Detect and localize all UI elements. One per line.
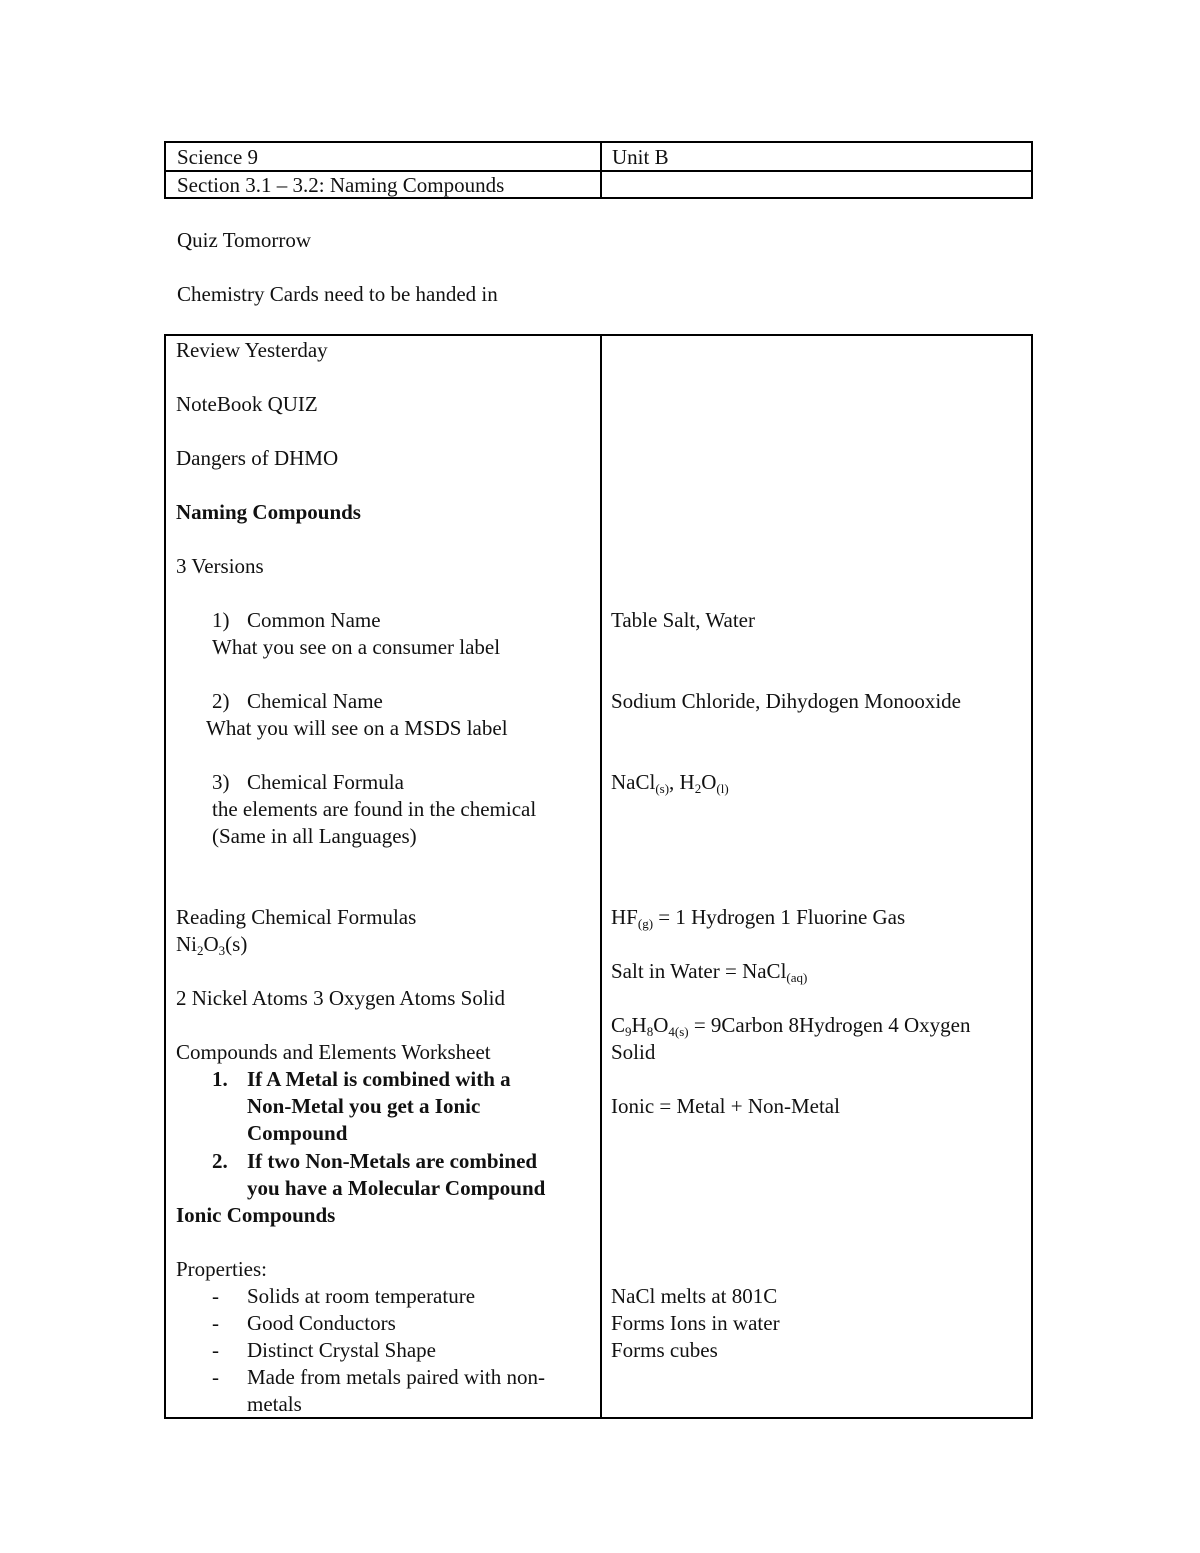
property-1: Solids at room temperature bbox=[247, 1284, 476, 1308]
naming-heading: Naming Compounds bbox=[176, 500, 361, 524]
property-3: Distinct Crystal Shape bbox=[247, 1338, 436, 1362]
common-name-example: Table Salt, Water bbox=[611, 608, 755, 632]
formula-part: C bbox=[611, 1013, 626, 1037]
rule-1-line-1: If A Metal is combined with a bbox=[247, 1067, 511, 1091]
nacl-melting: NaCl melts at 801C bbox=[611, 1284, 778, 1308]
bullet-dash: - bbox=[212, 1284, 219, 1308]
formula-part: Salt in Water = NaCl bbox=[611, 959, 787, 983]
version-3-title: Chemical Formula bbox=[247, 770, 404, 794]
formula-part: O bbox=[653, 1013, 669, 1037]
versions-line: 3 Versions bbox=[176, 554, 264, 578]
property-4-line-2: metals bbox=[247, 1392, 302, 1416]
version-2-desc: What you will see on a MSDS label bbox=[206, 716, 508, 740]
formula-part: Ni bbox=[176, 932, 197, 956]
rule-2-line-1: If two Non-Metals are combined bbox=[247, 1149, 538, 1173]
nickel-explanation: 2 Nickel Atoms 3 Oxygen Atoms Solid bbox=[176, 986, 506, 1010]
formula-subscript: 2 bbox=[197, 943, 204, 958]
note-cards: Chemistry Cards need to be handed in bbox=[177, 282, 498, 306]
bullet-dash: - bbox=[212, 1365, 219, 1389]
notebook-line: NoteBook QUIZ bbox=[176, 392, 318, 416]
version-2-title: Chemical Name bbox=[247, 689, 383, 713]
formula-subscript: 2 bbox=[694, 781, 702, 796]
version-1-desc: What you see on a consumer label bbox=[212, 635, 501, 659]
version-1-number: 1) bbox=[212, 608, 230, 632]
formula-part: O bbox=[701, 770, 717, 794]
worksheet-line: Compounds and Elements Worksheet bbox=[176, 1040, 491, 1064]
rule-1-line-2: Non-Metal you get a Ionic bbox=[247, 1094, 481, 1118]
rule-2-number: 2. bbox=[212, 1149, 228, 1173]
formula-subscript: 9 bbox=[625, 1024, 632, 1039]
formula-part: = 9Carbon 8Hydrogen 4 Oxygen bbox=[688, 1013, 971, 1037]
properties-label: Properties: bbox=[176, 1257, 267, 1281]
reading-formulas: Reading Chemical Formulas bbox=[176, 905, 417, 929]
formula-subscript: 3 bbox=[218, 943, 226, 958]
bullet-dash: - bbox=[212, 1338, 219, 1362]
salt-water-example bbox=[611, 958, 807, 985]
bullet-dash: - bbox=[212, 1311, 219, 1335]
version-1-title: Common Name bbox=[247, 608, 381, 632]
formula-part: HF bbox=[611, 905, 638, 929]
formula-subscript: (aq) bbox=[786, 970, 808, 985]
formula-part: = 1 Hydrogen 1 Fluorine Gas bbox=[653, 905, 906, 929]
chemical-name-example: Sodium Chloride, Dihydogen Monooxide bbox=[611, 689, 961, 713]
course-cell: Science 9 bbox=[177, 145, 259, 169]
table-divider bbox=[600, 336, 602, 1417]
rule-1-number: 1. bbox=[212, 1067, 228, 1091]
version-3-number: 3) bbox=[212, 770, 230, 794]
formula-part: O bbox=[203, 932, 219, 956]
property-2: Good Conductors bbox=[247, 1311, 396, 1335]
header-table bbox=[164, 141, 1033, 199]
section-cell: Section 3.1 – 3.2: Naming Compounds bbox=[177, 173, 505, 197]
formula-example bbox=[611, 769, 729, 796]
formula-subscript: 8 bbox=[646, 1024, 654, 1039]
aspirin-example-cont: Solid bbox=[611, 1040, 656, 1064]
rule-2-line-2: you have a Molecular Compound bbox=[247, 1176, 546, 1200]
review-line: Review Yesterday bbox=[176, 338, 328, 362]
ions-in-water: Forms Ions in water bbox=[611, 1311, 780, 1335]
version-3-desc-2: (Same in all Languages) bbox=[212, 824, 417, 848]
nickel-oxide-formula bbox=[176, 931, 247, 958]
property-4-line-1: Made from metals paired with non- bbox=[247, 1365, 545, 1389]
hf-example bbox=[611, 904, 905, 931]
formula-subscript: 4(s) bbox=[668, 1024, 689, 1039]
formula-subscript: (s) bbox=[655, 781, 670, 796]
dangers-line: Dangers of DHMO bbox=[176, 446, 339, 470]
note-quiz: Quiz Tomorrow bbox=[177, 228, 312, 252]
notes-table bbox=[164, 334, 1033, 1419]
formula-subscript: (g) bbox=[637, 916, 654, 931]
formula-part: H bbox=[631, 1013, 647, 1037]
version-3-desc-1: the elements are found in the chemical bbox=[212, 797, 537, 821]
aspirin-example bbox=[611, 1012, 970, 1039]
ionic-compounds-heading: Ionic Compounds bbox=[176, 1203, 336, 1227]
unit-cell: Unit B bbox=[612, 145, 669, 169]
rule-1-line-3: Compound bbox=[247, 1121, 348, 1145]
forms-cubes: Forms cubes bbox=[611, 1338, 718, 1362]
formula-part: NaCl bbox=[611, 770, 656, 794]
formula-subscript: (l) bbox=[716, 781, 729, 796]
formula-part: , H bbox=[669, 770, 695, 794]
version-2-number: 2) bbox=[212, 689, 230, 713]
ionic-equation: Ionic = Metal + Non-Metal bbox=[611, 1094, 840, 1118]
formula-part: (s) bbox=[225, 932, 248, 956]
